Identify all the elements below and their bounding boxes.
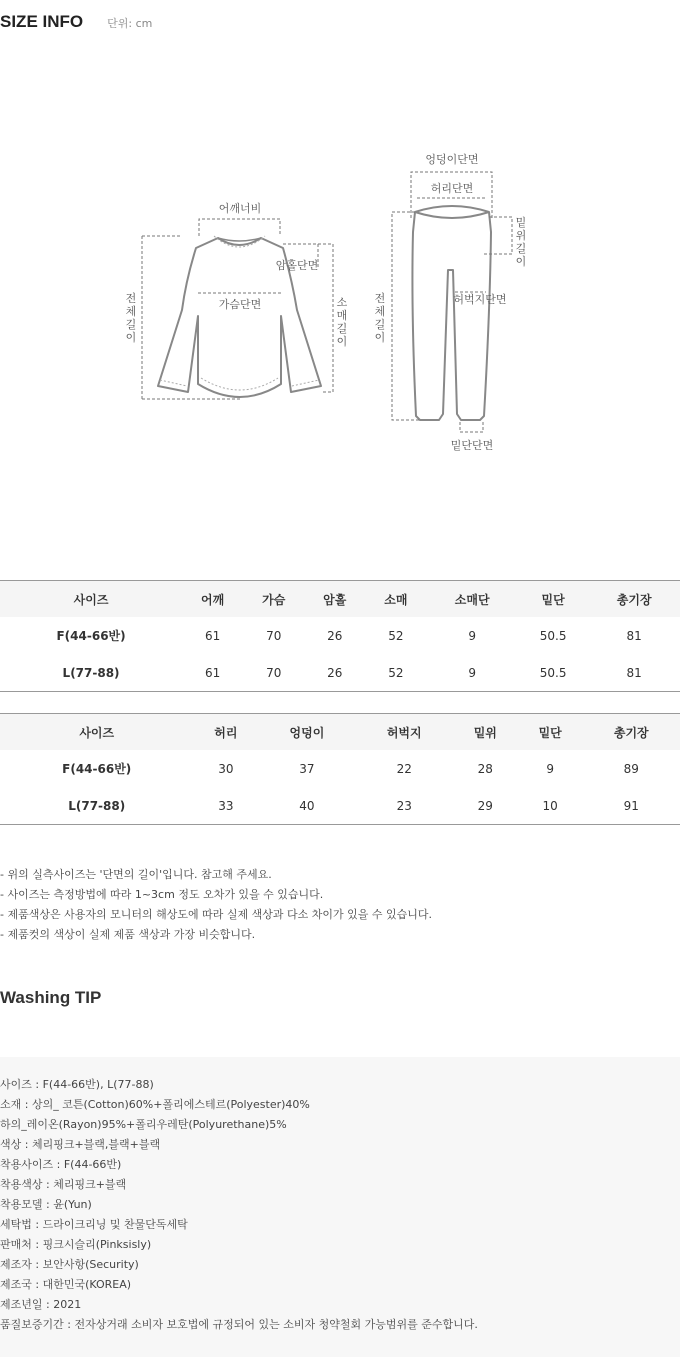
table-cell: 22: [396, 761, 412, 776]
table-cell: 26: [304, 654, 365, 692]
size-cell: L(77-88): [0, 654, 182, 692]
col-header: 허리: [193, 714, 258, 751]
info-line: 세탁법 : 드라이크리닝 및 찬물단독세탁: [0, 1218, 188, 1231]
table-cell: 37: [299, 761, 315, 776]
info-line: 판매처 : 핑크시슬리(Pinksisly): [0, 1238, 152, 1251]
table-cell: 50.5: [518, 654, 588, 692]
col-header: 총기장: [583, 714, 680, 751]
info-line: 품질보증기간 : 전자상거래 소비자 보호법에 규정되어 있는 소비자 청약철회 가능범위를 준수합니다.: [0, 1318, 478, 1331]
chest-label: 가슴단면: [218, 298, 262, 311]
size-cell: L(77-88): [0, 787, 193, 825]
svg-text:이: 이: [515, 255, 527, 268]
waist-label: 허리단면: [430, 182, 474, 195]
svg-text:위: 위: [515, 229, 527, 242]
table-cell: 70: [243, 654, 304, 692]
table-cell: 81: [626, 628, 642, 643]
info-line: 색상 : 체리핑크+블랙,블랙+블랙: [0, 1138, 161, 1151]
svg-text:길: 길: [515, 242, 527, 255]
rise-length-label: [516, 215, 527, 268]
table-row: [0, 654, 680, 692]
col-header: 소매: [365, 581, 426, 618]
info-line: 착용색상 : 체리핑크+블랙: [0, 1178, 127, 1191]
col-header: 소매단: [426, 581, 518, 618]
hip-label: 엉덩이단면: [425, 153, 479, 166]
table-cell: 70: [266, 628, 282, 643]
info-line: 제조년일 : 2021: [0, 1298, 82, 1311]
col-header: 사이즈: [0, 581, 182, 618]
top-total-length-label: [126, 291, 137, 344]
svg-text:길: 길: [125, 318, 137, 331]
armhole-label: 암홀단면: [275, 259, 319, 272]
unit-label: 단위: cm: [107, 17, 153, 30]
table-cell: 10: [518, 787, 583, 825]
info-line: 제조자 : 보안사항(Security): [0, 1258, 139, 1271]
col-header: 어깨: [182, 581, 243, 618]
info-line: 착용모델 : 윤(Yun): [0, 1198, 92, 1211]
col-header: 밑단: [518, 581, 588, 618]
note-line: - 제품색상은 사용자의 모니터의 해상도에 따라 실제 색상과 다소 차이가 있을 수 있습니다.: [0, 908, 432, 921]
svg-text:이: 이: [336, 335, 348, 348]
table-header-row: [0, 581, 680, 618]
table-cell: 9: [546, 761, 554, 776]
svg-text:길: 길: [374, 318, 386, 331]
note-line: - 위의 실측사이즈는 '단면의 길이'입니다. 참고해 주세요.: [0, 868, 272, 881]
table-cell: 61: [182, 654, 243, 692]
svg-text:밑: 밑: [515, 216, 527, 229]
table-cell: 26: [327, 628, 343, 643]
svg-text:전: 전: [374, 292, 386, 305]
svg-text:길: 길: [336, 322, 348, 335]
col-header: 엉덩이: [258, 714, 355, 751]
note-line: - 제품컷의 색상이 실제 제품 색상과 가장 비슷합니다.: [0, 928, 256, 941]
size-info-header: [0, 12, 152, 36]
top-size-table: [0, 580, 680, 692]
svg-text:이: 이: [374, 331, 386, 344]
col-header: 사이즈: [0, 714, 193, 751]
svg-text:체: 체: [125, 305, 137, 318]
table-cell: 9: [426, 654, 518, 692]
size-cell: F(44-66반): [62, 762, 132, 776]
table-cell: 40: [258, 787, 355, 825]
table-cell: 61: [205, 628, 221, 643]
svg-text:소: 소: [336, 296, 348, 309]
col-header: 암홀: [304, 581, 365, 618]
table-cell: 9: [468, 628, 476, 643]
svg-text:이: 이: [125, 331, 137, 344]
size-diagram: [0, 140, 680, 470]
table-cell: 33: [193, 787, 258, 825]
washing-tip-title: Washing TIP: [0, 988, 102, 1007]
hem-label: 밑단단면: [450, 439, 494, 452]
info-line: 하의_레이온(Rayon)95%+폴리우레탄(Polyurethane)5%: [0, 1118, 287, 1131]
col-header: 총기장: [588, 581, 680, 618]
table-cell: 50.5: [539, 628, 567, 643]
thigh-label: 허벅지단면: [453, 293, 507, 306]
table-header-row: [0, 714, 680, 751]
size-notes: [0, 865, 432, 945]
note-line: - 사이즈는 측정방법에 따라 1~3cm 정도 오차가 있을 수 있습니다.: [0, 888, 324, 901]
bottom-size-table: [0, 713, 680, 825]
shoulder-label: 어깨너비: [218, 202, 262, 215]
table-cell: 29: [453, 787, 518, 825]
table-cell: 81: [588, 654, 680, 692]
sleeve-length-label: [337, 296, 348, 348]
table-cell: 28: [477, 761, 493, 776]
col-header: 허벅지: [356, 714, 453, 751]
product-info-box: [0, 1057, 680, 1357]
table-row: [0, 750, 680, 787]
col-header: 밑단: [518, 714, 583, 751]
svg-text:매: 매: [336, 309, 348, 322]
table-cell: 91: [583, 787, 680, 825]
table-cell: 30: [218, 761, 234, 776]
table-cell: 23: [356, 787, 453, 825]
bottom-garment-illustration: [412, 206, 491, 420]
svg-text:체: 체: [374, 305, 386, 318]
table-row: [0, 787, 680, 825]
col-header: 밑위: [453, 714, 518, 751]
bottom-total-length-label: [375, 291, 386, 344]
table-cell: 52: [388, 628, 404, 643]
info-line: 소재 : 상의_ 코튼(Cotton)60%+폴리에스테르(Polyester)40%: [0, 1098, 310, 1111]
page-title: SIZE INFO: [0, 12, 84, 31]
size-cell: F(44-66반): [56, 629, 126, 643]
info-line: 착용사이즈 : F(44-66반): [0, 1158, 122, 1171]
table-cell: 52: [365, 654, 426, 692]
svg-text:전: 전: [125, 292, 137, 305]
table-row: [0, 617, 680, 654]
info-line: 제조국 : 대한민국(KOREA): [0, 1278, 132, 1291]
table-cell: 89: [623, 761, 639, 776]
col-header: 가슴: [243, 581, 304, 618]
info-line: 사이즈 : F(44-66반), L(77-88): [0, 1078, 154, 1091]
